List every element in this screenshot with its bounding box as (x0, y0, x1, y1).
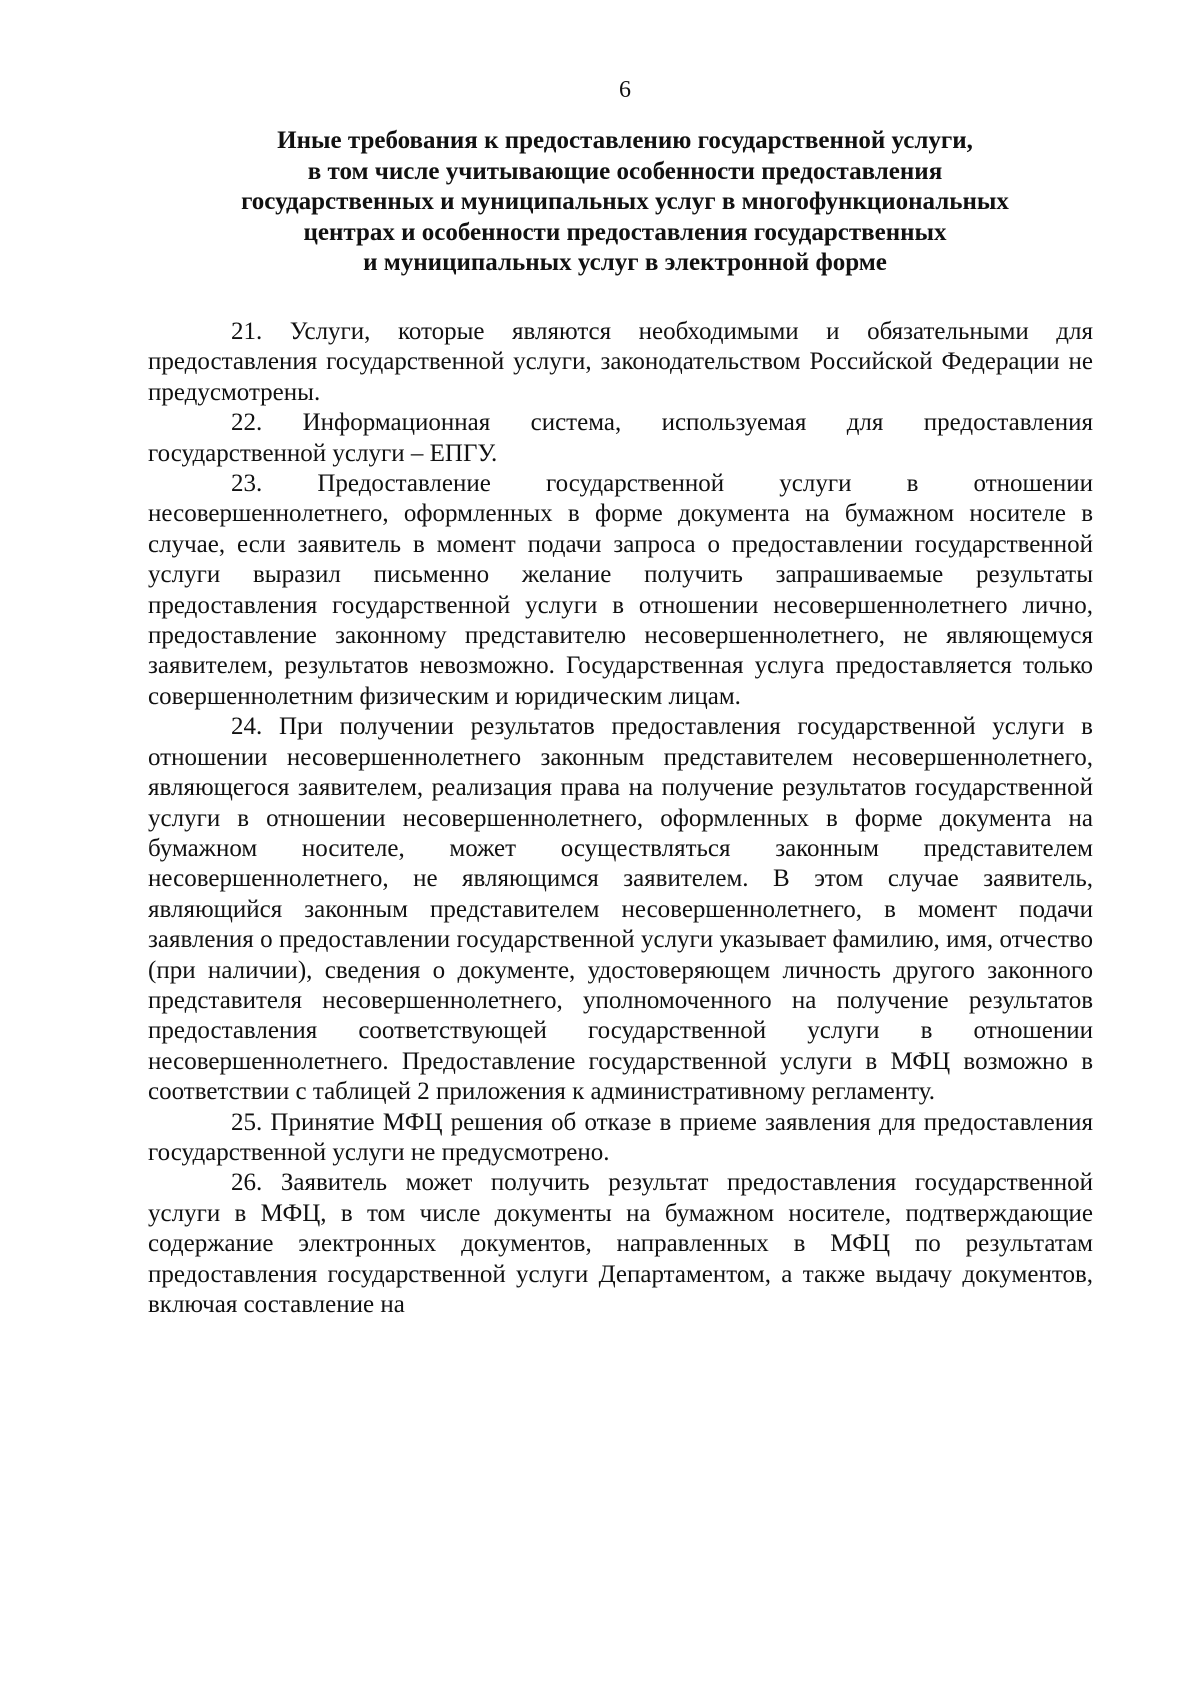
section-heading (175, 126, 1075, 279)
paragraph-26: 26. Заявитель может получить результат предоставления государственной услуги в МФЦ, в том числе документы на бумажном носителе, подтверждающие содержание электронных документов, направленных в МФЦ по результатам предоставления государственной услуги Департаментом, а также выдачу документов, включая составление на (148, 1169, 1093, 1318)
paragraph-25: 25. Принятие МФЦ решения об отказе в приеме заявления для предоставления государственной услуги не предусмотрено. (148, 1108, 1093, 1166)
page-number: 6 (619, 77, 631, 103)
paragraph-23: 23. Предоставление государственной услуги в отношении несовершеннолетнего, оформленных в форме документа на бумажном носителе в случае, если заявитель в момент подачи запроса о предоставлении государственной услуги выразил письменно желание получить запрашиваемые результаты предоставления государственной услуги в отношении несовершеннолетнего лично, предоставление законному представителю несовершеннолетнего, не являющемуся заявителем, результатов невозможно. Государственная услуга предоставляется только совершеннолетним физическим и юридическим лицам. (148, 470, 1093, 710)
heading-line: и муниципальных услуг в электронной форме (363, 249, 887, 276)
heading-line: в том числе учитывающие особенности предоставления (307, 157, 943, 185)
paragraph-22: 22. Информационная система, используемая для предоставления государственной услуги – ЕПГУ. (148, 409, 1093, 467)
document-body (148, 317, 1093, 1320)
heading-line: государственных и муниципальных услуг в многофункциональных (241, 188, 1009, 215)
paragraph-24: 24. При получении результатов предоставления государственной услуги в отношении несовершеннолетнего законным представителем несовершеннолетнего, являющегося заявителем, реализация права на получение результатов государственной услуги в отношении несовершеннолетнего, оформленных в форме документа на бумажном носителе, может осуществляться законным представителем несовершеннолетнего, не являющимся заявителем. В этом случае заявитель, являющийся законным представителем несовершеннолетнего, в момент подачи заявления о предоставлении государственной услуги указывает фамилию, имя, отчество (при наличии), сведения о документе, удостоверяющем личность другого законного представителя несовершеннолетнего, уполномоченного на получение результатов предоставления соответствующей государственной услуги в отношении несовершеннолетнего. Предоставление государственной услуги в МФЦ возможно в соответствии с таблицей 2 приложения к административному регламенту. (148, 713, 1093, 1106)
heading-line: Иные требования к предоставлению государственной услуги, (277, 127, 973, 154)
paragraph-21: 21. Услуги, которые являются необходимыми и обязательными для предоставления государственной услуги, законодательством Российской Федерации не предусмотрены. (148, 318, 1093, 406)
heading-line: центрах и особенности предоставления государственных (303, 218, 947, 246)
